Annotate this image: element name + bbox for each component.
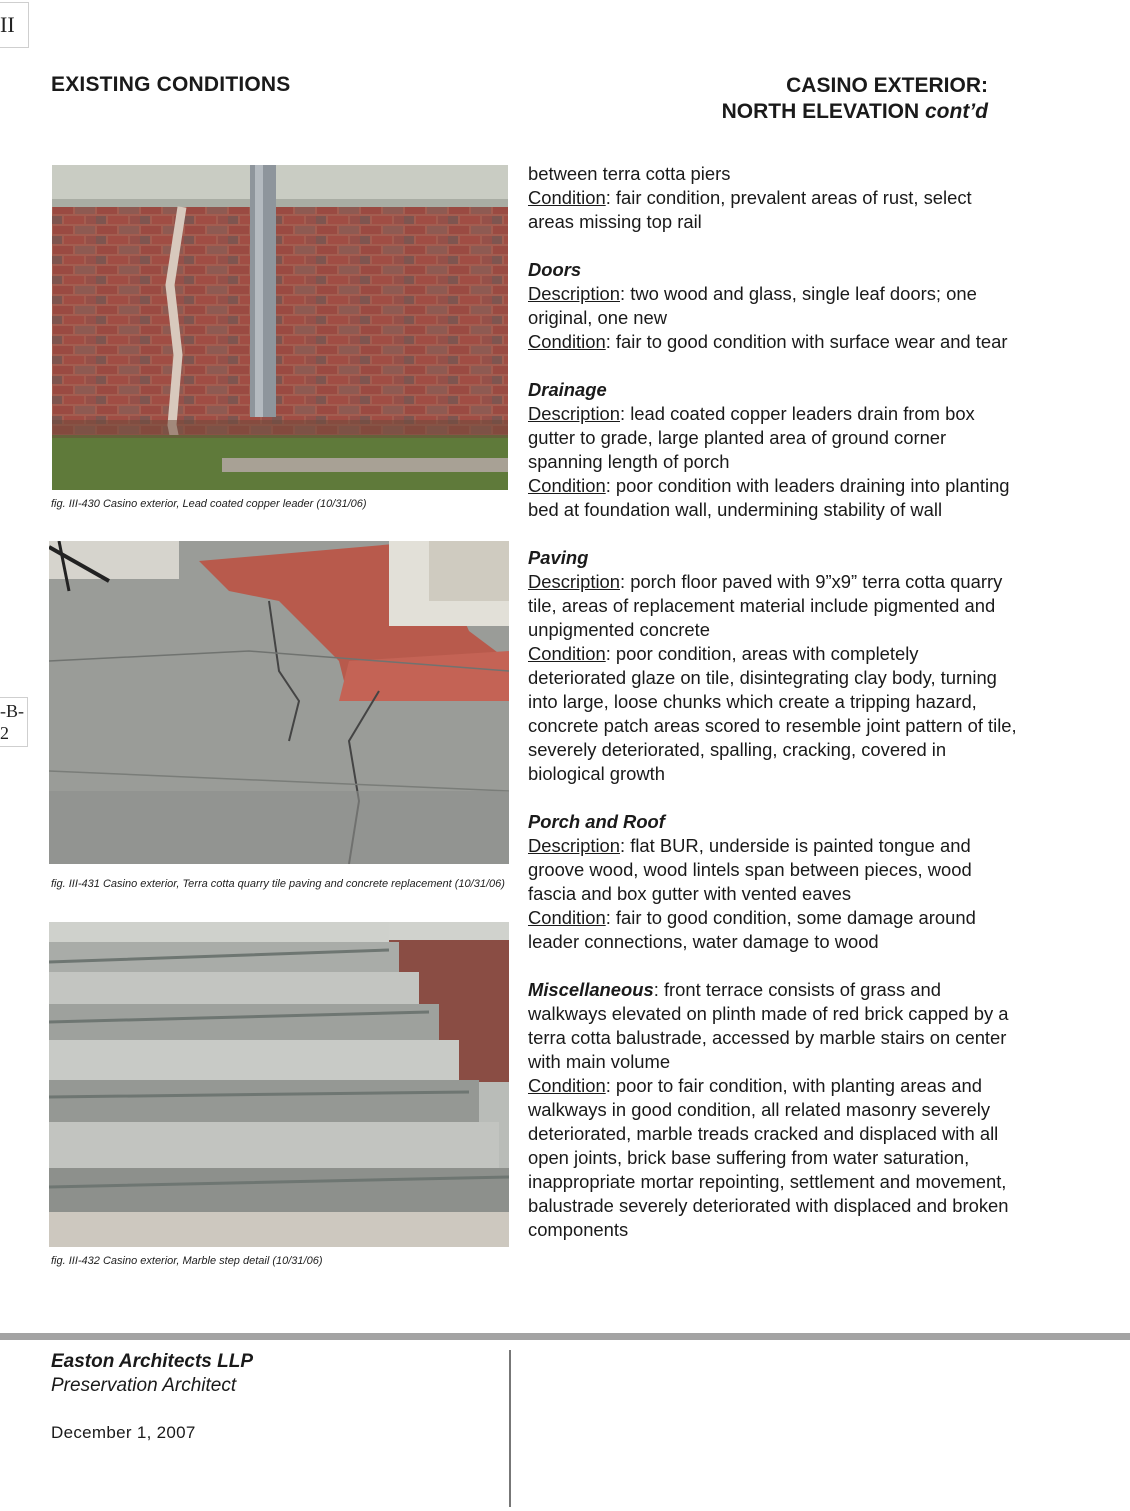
intro-paragraph (528, 162, 1018, 234)
section-doors (528, 258, 1018, 354)
page-tab-side (0, 697, 28, 747)
section-heading: Doors (528, 259, 582, 280)
page-title (722, 73, 988, 125)
figure-caption: fig. III-431 Casino exterior, Terra cotta quarry tile paving and concrete replacement (10/31/06) (51, 878, 505, 890)
photo-copper-leader (52, 165, 508, 490)
condition-text: : fair to good condition, some damage around leader connections, water damage to wood (528, 907, 976, 952)
page-title-contd: cont’d (925, 100, 988, 123)
condition-text: : poor condition, areas with completely deteriorated glaze on tile, disintegrating clay body, turning into large, loose chunks which create a tripping hazard, concrete patch areas scored to resemble joint pattern of tile, severely deteriorated, spalling, cracking, covered in biological growth (528, 643, 1017, 784)
description-label: Description (528, 835, 620, 856)
description-text: : porch floor paved with 9”x9” terra cotta quarry tile, areas of replacement material include pigmented and unpigmented concrete (528, 571, 1003, 640)
section-paving (528, 546, 1018, 786)
section-drainage (528, 378, 1018, 522)
section-miscellaneous (528, 978, 1018, 1242)
page-title-line2 (722, 99, 988, 125)
conditions-text (528, 162, 1018, 1242)
condition-label: Condition (528, 475, 606, 496)
section-heading: Miscellaneous (528, 979, 654, 1000)
description-text: : flat BUR, underside is painted tongue and groove wood, wood lintels span between pieces, wood fascia and box gutter with vented eaves (528, 835, 972, 904)
condition-label: Condition (528, 643, 606, 664)
footer-divider (0, 1333, 1130, 1340)
page-title-line1: CASINO EXTERIOR: (786, 74, 988, 97)
description-label: Description (528, 403, 620, 424)
page-title-line2-text: NORTH ELEVATION (721, 100, 925, 123)
photo-quarry-tile-paving (49, 541, 509, 864)
section-heading: Drainage (528, 379, 607, 400)
tab-side-label: -B- 2 (0, 701, 24, 743)
page-tab-top (0, 2, 29, 48)
section-heading: Porch and Roof (528, 811, 665, 832)
figure-caption: fig. III-432 Casino exterior, Marble step detail (10/31/06) (51, 1255, 323, 1267)
condition-text: : fair to good condition with surface wear and tear (605, 331, 1008, 352)
section-title: EXISTING CONDITIONS (51, 73, 291, 96)
tab-top-label: II (0, 12, 15, 37)
photo-marble-steps (49, 922, 509, 1247)
footer-vertical-divider (509, 1350, 511, 1507)
condition-text: : poor condition with leaders draining into planting bed at foundation wall, undermining stability of wall (528, 475, 1010, 520)
description-label: Description (528, 571, 620, 592)
figure-caption: fig. III-430 Casino exterior, Lead coated copper leader (10/31/06) (51, 498, 367, 510)
section-porch-roof (528, 810, 1018, 954)
description-text: : front terrace consists of grass and walkways elevated on plinth made of red brick capped by a terra cotta balustrade, accessed by marble stairs on center with main volume (528, 979, 1009, 1072)
condition-label: Condition (528, 331, 606, 352)
section-heading: Paving (528, 547, 589, 568)
condition-text: : fair condition, prevalent areas of rust, select areas missing top rail (528, 187, 972, 232)
condition-label: Condition (528, 187, 606, 208)
firm-role: Preservation Architect (51, 1375, 237, 1396)
condition-text: : poor to fair condition, with planting areas and walkways in good condition, all related masonry severely deteriorated, marble treads cracked and displaced with all open joints, brick base suffering from water saturation, inappropriate mortar repointing, settlement and movement, balustrade severely deteriorated with displaced and broken components (528, 1075, 1009, 1240)
description-label: Description (528, 283, 620, 304)
intro-line: between terra cotta piers (528, 163, 731, 184)
document-date: December 1, 2007 (51, 1423, 196, 1442)
description-text: : lead coated copper leaders drain from box gutter to grade, large planted area of ground corner spanning length of porch (528, 403, 975, 472)
condition-label: Condition (528, 1075, 606, 1096)
firm-name: Easton Architects LLP (51, 1351, 254, 1372)
condition-label: Condition (528, 907, 606, 928)
description-text: : two wood and glass, single leaf doors; one original, one new (528, 283, 977, 328)
